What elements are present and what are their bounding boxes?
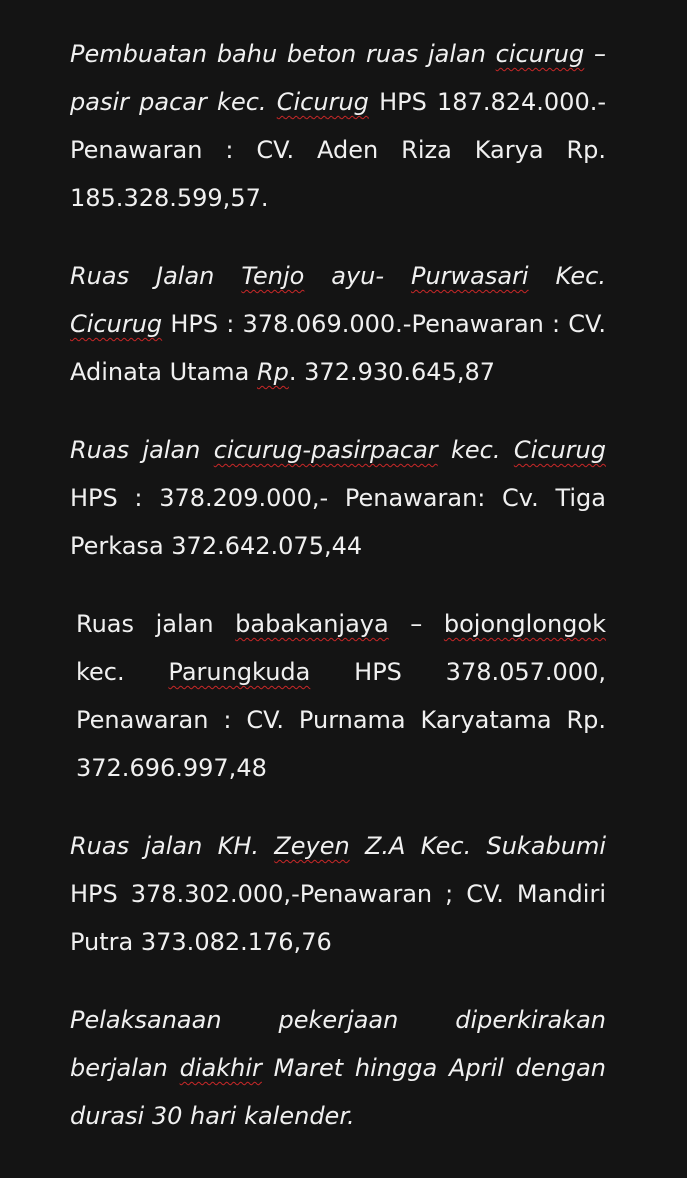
text-segment: Ruas jalan KH. (70, 832, 275, 860)
paragraph-4 (70, 600, 606, 792)
text-segment: Kec. (528, 262, 606, 290)
text-segment: kec. (437, 436, 501, 464)
text-segment: HPS 378.302.000,-Penawaran ; CV. Mandiri Putra 373.082.176,76 (70, 880, 606, 956)
text-segment: – (388, 610, 444, 638)
misspelled-word[interactable]: Zeyen (274, 832, 350, 860)
misspelled-word[interactable]: Rp (256, 358, 289, 386)
text-segment: HPS 187.824.000.-Penawaran : CV. Aden Riza Karya Rp. 185.328.599,57. (70, 88, 607, 212)
misspelled-word[interactable]: cicurug-pasirpacar (213, 436, 438, 464)
text-segment: Pembuatan bahu beton ruas jalan (70, 40, 486, 68)
misspelled-word[interactable]: cicurug (495, 40, 585, 68)
text-segment: Ruas Jalan (70, 262, 242, 290)
text-segment: ayu- (304, 262, 411, 290)
paragraph-1 (70, 30, 606, 222)
text-segment: Maret hingga April (261, 1054, 504, 1082)
text-segment: kec. (76, 658, 169, 686)
misspelled-word[interactable]: Parungkuda (168, 658, 311, 686)
misspelled-word[interactable]: Cicurug (513, 436, 606, 464)
text-segment: HPS 378.057.000, Penawaran : CV. Purnama Karyatama Rp. 372.696.997,48 (76, 658, 606, 782)
paragraph-6 (70, 996, 606, 1140)
text-segment: Ruas jalan (76, 610, 236, 638)
misspelled-word[interactable]: Cicurug (70, 310, 163, 338)
text-segment: HPS : 378.069.000.-Penawaran : CV. Adinata Utama (70, 310, 606, 386)
misspelled-word[interactable]: Purwasari (410, 262, 529, 290)
text-segment: HPS : 378.209.000,- Penawaran: Cv. Tiga Perkasa 372.642.075,44 (70, 484, 606, 560)
misspelled-word[interactable]: bojonglongok (443, 610, 606, 638)
misspelled-word[interactable]: Cicurug (276, 88, 369, 116)
paragraph-3 (70, 426, 606, 570)
paragraph-5 (70, 822, 606, 966)
text-segment: Pelaksanaan pekerjaan diperkirakan berjalan (70, 1006, 606, 1082)
text-segment: – pasir pacar kec. (70, 40, 606, 116)
text-segment: Z.A Kec. Sukabumi (349, 832, 607, 860)
text-segment: dengan durasi 30 hari kalender. (70, 1054, 606, 1130)
text-segment: Ruas jalan (70, 436, 214, 464)
paragraph-2 (70, 252, 606, 396)
document-body (70, 30, 606, 1170)
text-segment: . 372.930.645,87 (288, 358, 495, 386)
misspelled-word[interactable]: Tenjo (241, 262, 305, 290)
misspelled-word[interactable]: diakhir (179, 1054, 262, 1082)
misspelled-word[interactable]: babakanjaya (235, 610, 389, 638)
